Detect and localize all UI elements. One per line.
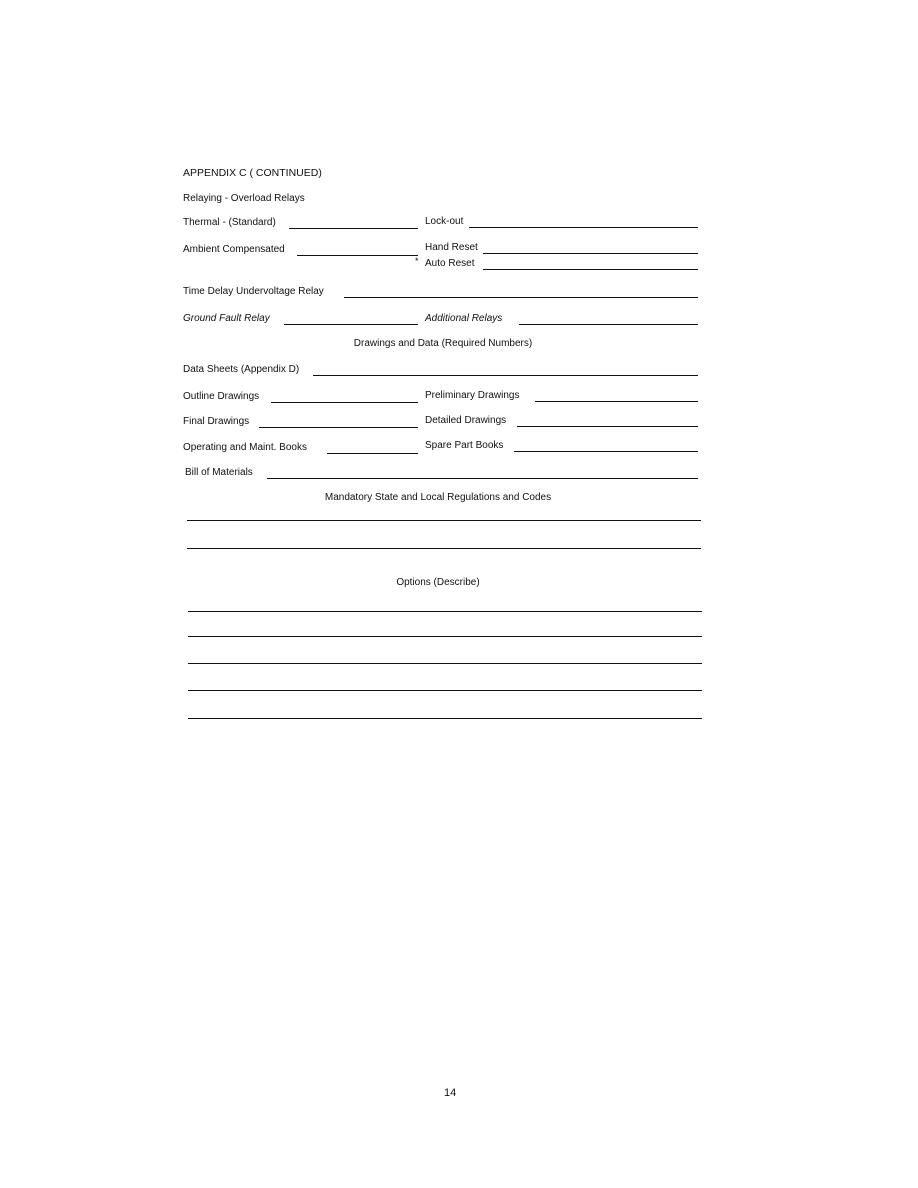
options-heading: Options (Describe) — [396, 577, 480, 588]
ground-fault-field[interactable] — [183, 311, 418, 325]
regulations-line-1[interactable] — [187, 520, 701, 521]
options-line-2[interactable] — [188, 636, 702, 637]
bill-field[interactable] — [185, 465, 698, 479]
options-line-1[interactable] — [188, 611, 702, 612]
options-line-4[interactable] — [188, 690, 702, 691]
lockout-label: Lock-out — [425, 216, 464, 227]
detailed-label: Detailed Drawings — [425, 415, 507, 426]
ground-fault-label: Ground Fault Relay — [183, 313, 270, 324]
preliminary-label: Preliminary Drawings — [425, 390, 520, 401]
hand-reset-blank[interactable] — [483, 253, 698, 254]
data-sheets-blank[interactable] — [313, 375, 698, 376]
thermal-label: Thermal - (Standard) — [183, 217, 276, 228]
additional-relays-blank[interactable] — [519, 324, 698, 325]
outline-blank[interactable] — [271, 402, 418, 403]
data-sheets-field[interactable] — [183, 362, 698, 376]
outline-label: Outline Drawings — [183, 391, 260, 402]
detailed-field[interactable] — [425, 413, 698, 427]
options-line-3[interactable] — [188, 663, 702, 664]
final-blank[interactable] — [259, 427, 418, 428]
additional-relays-label: Additional Relays — [425, 313, 503, 324]
section-title: Relaying - Overload Relays — [183, 193, 305, 204]
bill-label: Bill of Materials — [185, 467, 253, 478]
auto-reset-blank[interactable] — [483, 269, 698, 270]
page-number: 14 — [444, 1087, 457, 1099]
time-delay-label: Time Delay Undervoltage Relay — [183, 286, 324, 297]
regulations-heading: Mandatory State and Local Regulations and Codes — [324, 492, 552, 503]
detailed-blank[interactable] — [517, 426, 698, 427]
additional-relays-field[interactable] — [425, 311, 698, 325]
outline-field[interactable] — [183, 389, 418, 403]
thermal-blank[interactable] — [289, 228, 418, 229]
auto-reset-label: Auto Reset — [425, 258, 475, 269]
hand-reset-field[interactable] — [425, 240, 698, 254]
bill-blank[interactable] — [267, 478, 698, 479]
spare-part-blank[interactable] — [514, 451, 698, 452]
operating-field[interactable] — [183, 440, 418, 454]
data-sheets-label: Data Sheets (Appendix D) — [183, 364, 300, 375]
ambient-blank[interactable] — [297, 255, 418, 256]
regulations-line-2[interactable] — [187, 548, 701, 549]
operating-label: Operating and Maint. Books — [183, 442, 307, 453]
lockout-blank[interactable] — [469, 227, 698, 228]
time-delay-field[interactable] — [183, 284, 698, 298]
final-field[interactable] — [183, 414, 418, 428]
time-delay-blank[interactable] — [344, 297, 698, 298]
appendix-title: APPENDIX C ( CONTINUED) — [183, 167, 322, 179]
ambient-label: Ambient Compensated — [183, 244, 285, 255]
spare-part-label: Spare Part Books — [425, 440, 504, 451]
spare-part-field[interactable] — [425, 438, 698, 452]
auto-reset-field[interactable] — [425, 256, 698, 270]
asterisk-mark: * — [415, 256, 419, 266]
hand-reset-label: Hand Reset — [425, 242, 478, 253]
options-line-5[interactable] — [188, 718, 702, 719]
ambient-field[interactable] — [183, 242, 418, 256]
drawings-heading: Drawings and Data (Required Numbers) — [353, 338, 533, 349]
operating-blank[interactable] — [327, 453, 418, 454]
ground-fault-blank[interactable] — [284, 324, 418, 325]
final-label: Final Drawings — [183, 416, 250, 427]
lockout-field[interactable] — [425, 214, 698, 228]
preliminary-blank[interactable] — [535, 401, 698, 402]
thermal-field[interactable] — [183, 215, 418, 229]
preliminary-field[interactable] — [425, 388, 698, 402]
